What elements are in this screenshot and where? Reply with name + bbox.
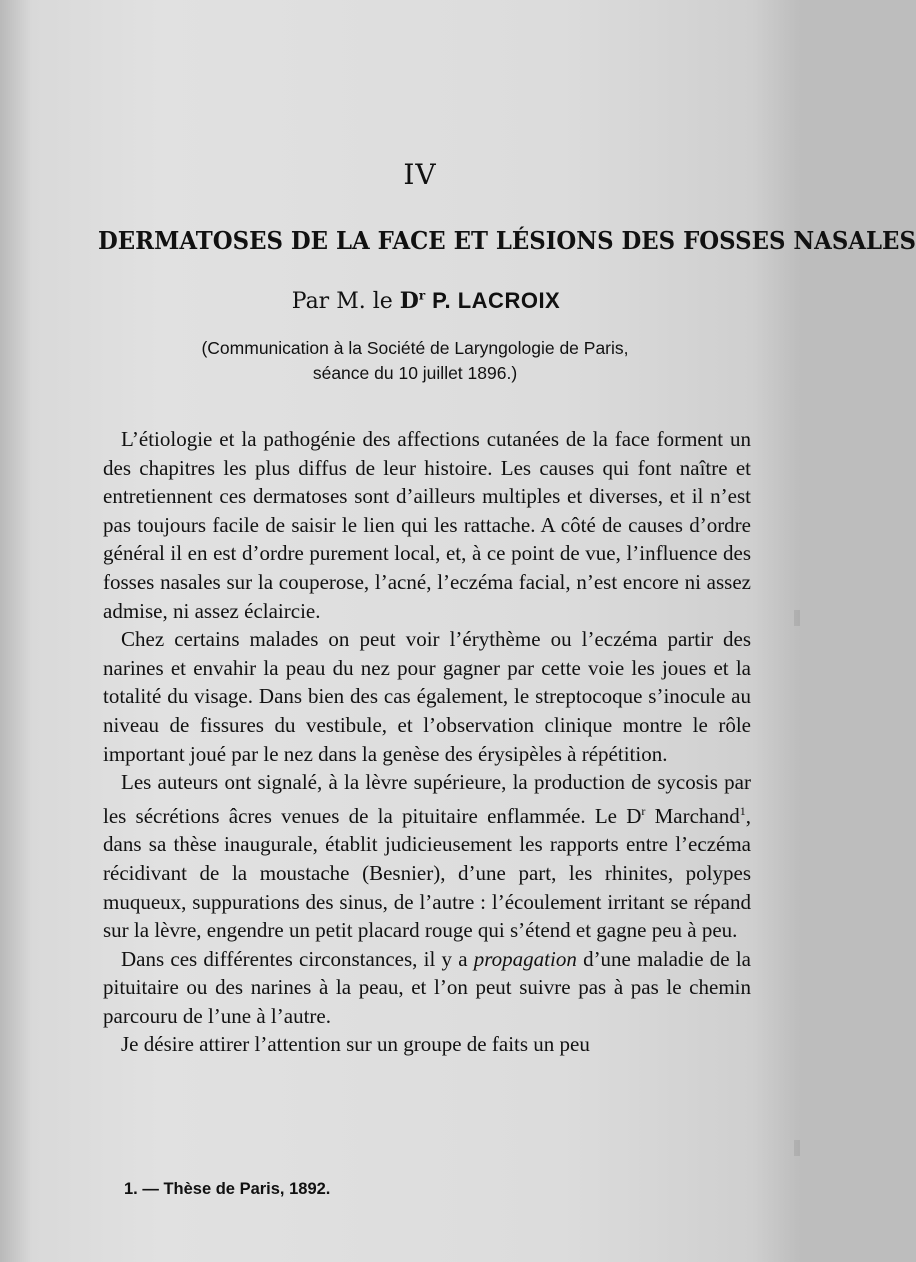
paragraph-1: L’étiologie et la pathogénie des affections cutanées de la face forment un des chapitres les plus diffus de leur histoire. Les causes qui font naître et entretiennent ces dermatoses sont d’ailleurs multiples et diverses, et il n’est pas toujours facile de saisir le lien qui les rattache. A côté de causes d’ordre général il en est d’ordre purement local, et, à ce point de vue, l’influence des fosses nasales sur la couperose, l’acné, l’eczéma facial, n’est encore ni assez admise, ni assez éclaircie. xyxy=(103,427,751,623)
footnote-label: 1. xyxy=(124,1180,138,1198)
bleed-through-texture xyxy=(105,48,765,126)
section-number: IV xyxy=(403,158,437,191)
paragraph-3: Les auteurs ont signalé, à la lèvre supérieure, la production de sycosis par les sécrétions âcres venues de la pituitaire enflammée. Le $D^r$ Marchand$^1$, dans sa thèse inaugurale, établit judicieusement les rapports entre l’eczéma récidivant de la moustache (Besnier), d’une part, les rhinites, polypes muqueux, suppurations des sinus, de l’autre : l’écoulement irritant se répand sur la lèvre, engendre un petit placard rouge qui s’étend et gagne peu à peu. xyxy=(103,770,751,943)
emphasized-word: propagation xyxy=(473,946,577,971)
paragraph-2: Chez certains malades on peut voir l’érythème ou l’eczéma partir des narines et envahir la peau du nez pour gagner par cette voie les joues et la totalité du visage. Dans bien des cas également, le streptocoque s’inocule au niveau de fissures du vestibule, et l’observation clinique montre le rôle important joué par le nez dans la genèse des érysipèles à répétition. xyxy=(103,627,751,766)
article-title: DERMATOSES DE LA FACE ET LÉSIONS DES FOSSES NASALES xyxy=(98,226,916,255)
page-edge-mark xyxy=(794,1140,800,1156)
author-line xyxy=(0,288,852,314)
communication-note xyxy=(0,336,830,386)
footnote-reference: 1 xyxy=(739,803,746,818)
page-edge-mark xyxy=(794,610,800,626)
paragraph-5: Je désire attirer l’attention sur un groupe de faits un peu xyxy=(121,1032,590,1057)
author-name: P. LACROIX xyxy=(432,288,561,313)
author-prefix: Par M. le xyxy=(291,289,393,314)
article-body xyxy=(103,425,751,1059)
communication-line-1: (Communication à la Société de Laryngologie de Paris, xyxy=(201,338,629,358)
footnote-separator xyxy=(103,1161,751,1162)
paragraph-4: Dans ces différentes circonstances, il y a propagation d’une maladie de la pituitaire ou des narines à la peau, et l’on peut suivre pas à pas le chemin parcouru de l’une à l’autre. xyxy=(103,946,751,1028)
footnote xyxy=(124,1180,330,1199)
author-degree: $D^r$ xyxy=(399,288,426,314)
footnote-text: Thèse de Paris, 1892. xyxy=(163,1180,331,1198)
communication-line-2: séance du 10 juillet 1896.) xyxy=(312,363,518,383)
footnote-dash: — xyxy=(142,1180,159,1198)
